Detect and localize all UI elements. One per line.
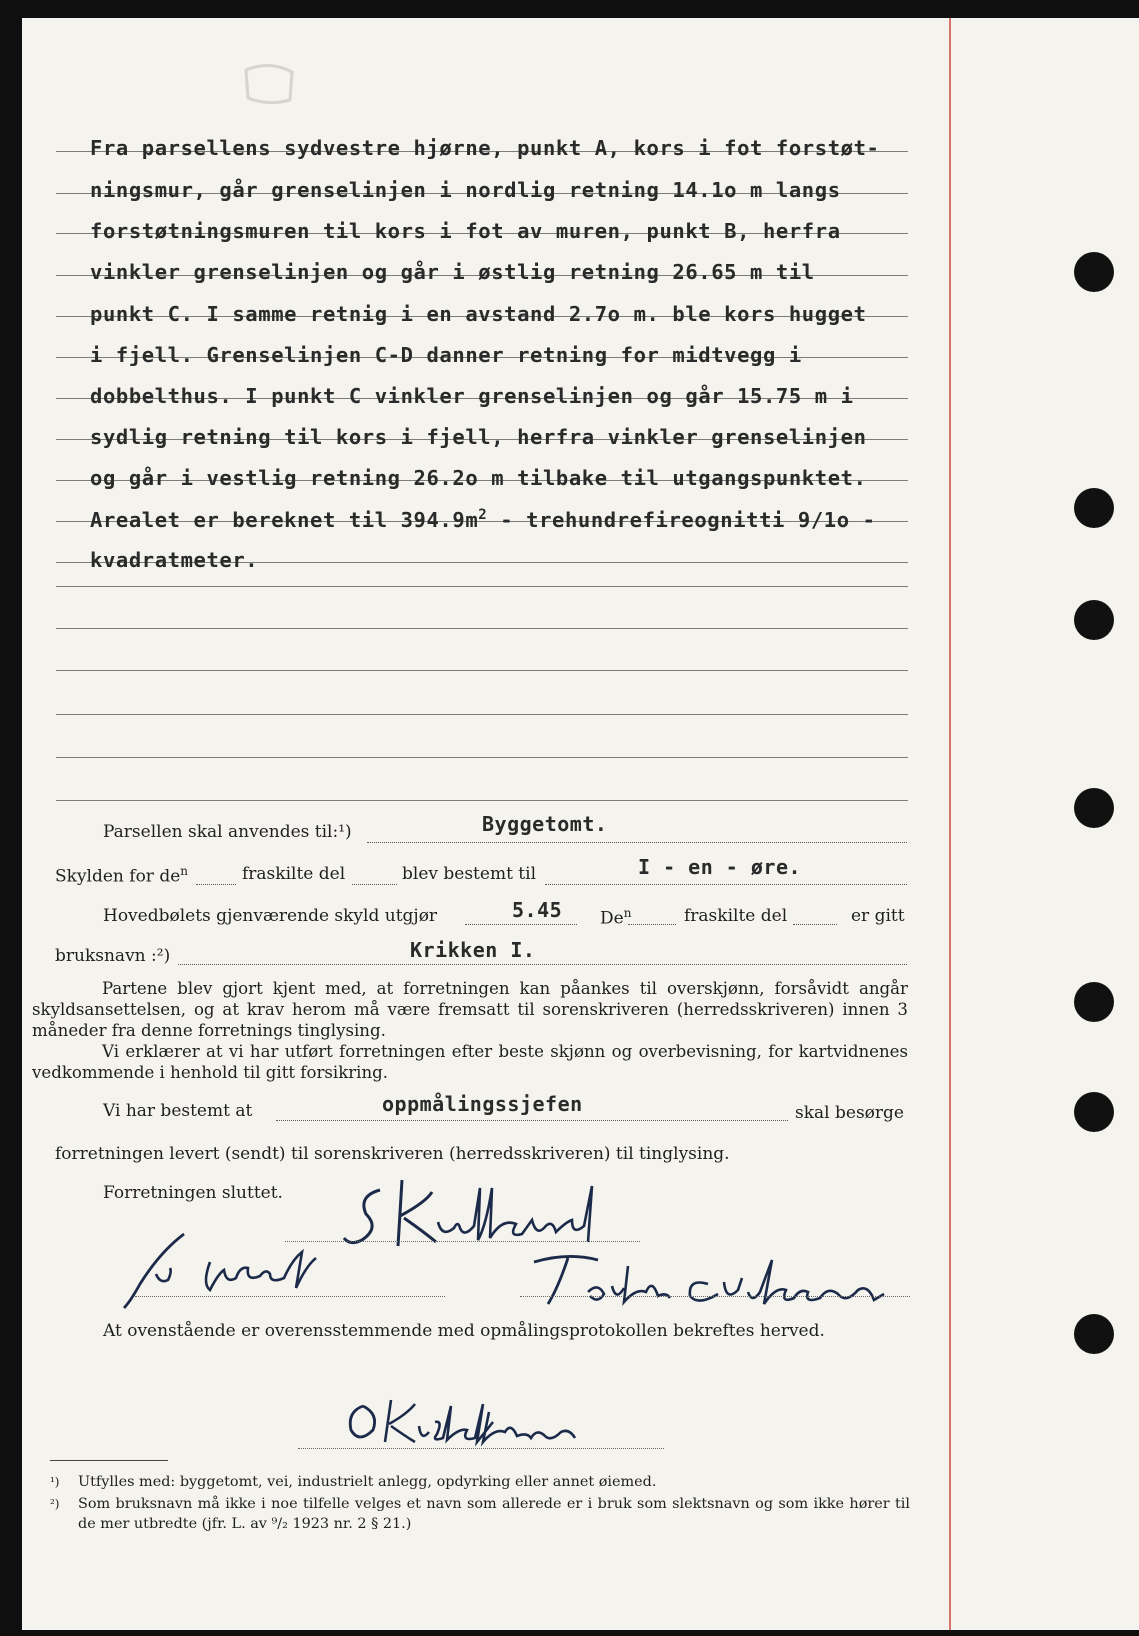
- footnote-1: [50, 1472, 910, 1492]
- anvendes-field-line: [367, 842, 907, 843]
- bleed-through-stamp: [240, 62, 300, 106]
- ruled-line: [56, 714, 908, 715]
- hoved-label-b: fraskilte del: [684, 906, 788, 926]
- ruled-line: [56, 800, 908, 801]
- footnote-2-mark: ²): [50, 1497, 60, 1511]
- ruled-line: [56, 757, 908, 758]
- besorge-label: skal besørge: [795, 1103, 904, 1123]
- punch-hole: [1074, 788, 1114, 828]
- area-value: Arealet er bereknet til 394.9m: [90, 507, 479, 532]
- typed-line: vinkler grenselinjen og går i østlig retning 26.65 m til: [90, 260, 815, 284]
- punch-hole: [1074, 252, 1114, 292]
- margin-line: [949, 18, 951, 1630]
- signature-line-eriksen: [520, 1296, 910, 1297]
- footnote-rule: [50, 1460, 168, 1461]
- punch-hole: [1074, 1092, 1114, 1132]
- footnote-2: [50, 1494, 910, 1534]
- signature-line-left: [135, 1296, 445, 1297]
- hoved-sup: n: [623, 906, 632, 920]
- anvendes-label: Parsellen skal anvendes til:¹): [103, 822, 352, 842]
- signature-kulland: [340, 1162, 630, 1252]
- bleed-through: [240, 62, 300, 116]
- appeal-paragraph: Partene blev gjort kjent med, at forretningen kan påankes til overskjønn, forsåvidt angår skyldsansettelsen, og at krav herom må være fremsatt til sorenskriveren (herredsskriveren) innen 3 måneder fra denne forretnings tinglysing.: [32, 979, 908, 1040]
- typed-line: punkt C. I samme retnig i en avstand 2.7o m. ble kors hugget: [90, 302, 867, 326]
- anvendes-value: Byggetomt.: [482, 812, 608, 836]
- bruksnavn-label: bruksnavn :²): [55, 946, 171, 966]
- punch-hole: [1074, 600, 1114, 640]
- ruled-line: [56, 670, 908, 671]
- signature-left: [120, 1222, 330, 1312]
- bruksnavn-value: Krikken I.: [410, 938, 536, 962]
- hoved-value: 5.45: [512, 898, 563, 922]
- typed-line-area: [90, 507, 876, 532]
- sluttet-text: Forretningen sluttet.: [103, 1183, 283, 1203]
- typed-line: dobbelthus. I punkt C vinkler grenselinjen og går 15.75 m i: [90, 384, 854, 408]
- hoved-label-c: er gitt: [851, 906, 905, 926]
- skylden-value: I - en - øre.: [638, 855, 802, 879]
- typed-line: ningsmur, går grenselinjen i nordlig retning 14.1o m langs: [90, 178, 841, 202]
- ruled-line: [56, 586, 908, 587]
- footnote-1-mark: ¹): [50, 1475, 60, 1489]
- signature-eriksen: [528, 1248, 908, 1318]
- punch-hole: [1074, 1314, 1114, 1354]
- skylden-field-line: [545, 884, 907, 885]
- typed-line: kvadratmeter.: [90, 548, 259, 572]
- skylden-label-a: Skylden for de: [55, 866, 181, 887]
- declaration-paragraph: Vi erklærer at vi har utført forretningen efter beste skjønn og overbevisning, for kartvidnenes vedkommende i henhold til gitt forsikring.: [32, 1042, 908, 1082]
- skylden-label: [55, 864, 188, 887]
- bekreftes-text: At ovenstående er overensstemmende med opmålingsprotokollen bekreftes herved.: [103, 1321, 825, 1341]
- signature-line-kulland: [285, 1241, 640, 1242]
- footnote-2-text: Som bruksnavn må ikke i noe tilfelle velges et navn som allerede er i bruk som slektsnavn og som ikke hører til de mer utbredte (jfr. L. av ⁹/₂ 1923 nr. 2 § 21.): [78, 1496, 910, 1532]
- hoved-de: De: [600, 908, 624, 929]
- hoved-del-line: [793, 924, 837, 925]
- hoved-de-label: [600, 906, 631, 929]
- hoved-sup-line: [628, 924, 676, 925]
- ruled-line: [56, 628, 908, 629]
- bruksnavn-field-line: [178, 964, 907, 965]
- punch-hole: [1074, 982, 1114, 1022]
- skylden-sup-line: [196, 884, 236, 885]
- typed-line: og går i vestlig retning 26.2o m tilbake til utgangspunktet.: [90, 466, 867, 490]
- punch-hole: [1074, 488, 1114, 528]
- skylden-sup: n: [180, 864, 189, 878]
- typed-line: sydlig retning til kors i fjell, herfra vinkler grenselinjen: [90, 425, 867, 449]
- bestemt-value: oppmålingssjefen: [382, 1092, 583, 1116]
- bestemt-label: Vi har bestemt at: [103, 1101, 253, 1121]
- typed-line: forstøtningsmuren til kors i fot av muren, punkt B, herfra: [90, 219, 841, 243]
- typed-line: Fra parsellens sydvestre hjørne, punkt A, kors i fot forstøt-: [90, 136, 880, 160]
- signature-kristoffersen: [345, 1392, 605, 1452]
- area-words: - trehundrefireognitti 9/1o -: [487, 507, 876, 532]
- levert-text: forretningen levert (sendt) til sorenskriveren (herredsskriveren) til tinglysing.: [55, 1144, 730, 1164]
- hoved-field-line: [465, 924, 577, 925]
- skylden-del-line: [352, 884, 397, 885]
- bestemt-field-line: [276, 1120, 788, 1121]
- typed-line: i fjell. Grenselinjen C-D danner retning for midtvegg i: [90, 343, 802, 367]
- skylden-label-c: blev bestemt til: [402, 864, 537, 884]
- skylden-label-b: fraskilte del: [242, 864, 346, 884]
- footnote-1-text: Utfylles med: byggetomt, vei, industrielt anlegg, opdyrking eller annet øiemed.: [78, 1474, 657, 1490]
- area-superscript: 2: [478, 507, 488, 523]
- signature-line-kristoffersen: [298, 1448, 664, 1449]
- hoved-label: Hovedbølets gjenværende skyld utgjør: [103, 906, 438, 926]
